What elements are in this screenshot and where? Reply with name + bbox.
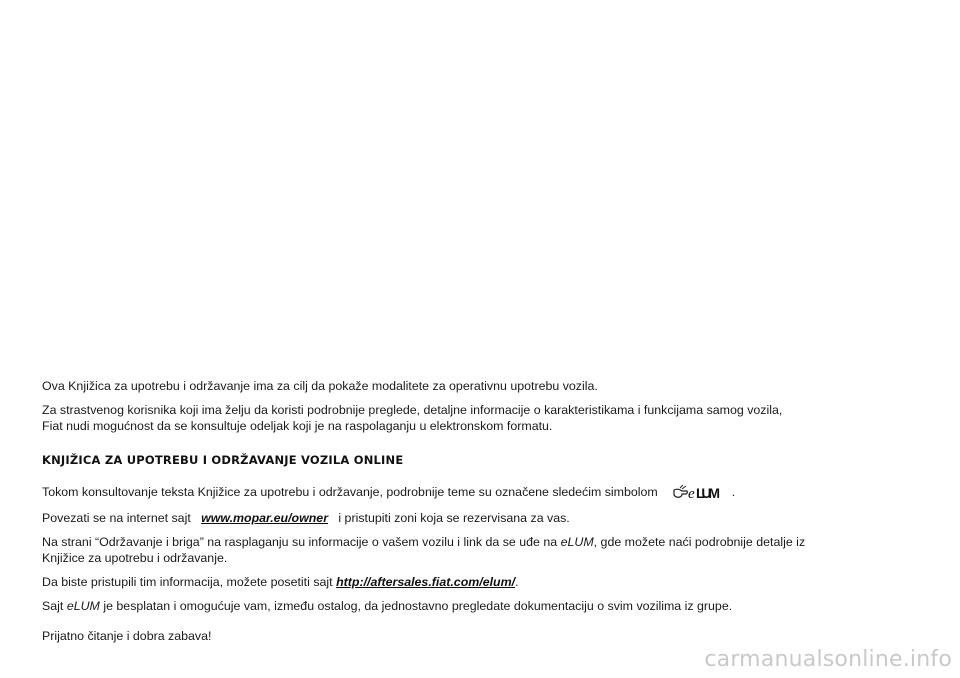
- elum-name: eLUM: [560, 535, 594, 549]
- elum-hand-symbol-icon: [672, 482, 724, 502]
- care-paragraph: [42, 534, 932, 566]
- watermark: carmanualsonline.info: [704, 647, 952, 672]
- symbol-paragraph-text: Tokom konsultovanje teksta Knjižice za upotrebu i održavanje, podrobnije teme su označene sledećim simbolom: [42, 485, 658, 499]
- svg-text:e: e: [687, 486, 695, 502]
- symbol-paragraph: [42, 482, 932, 502]
- intro-paragraph-2-line-1: Za strastvenog korisnika koji ima želju da koristi podrobnije preglede, detaljne informacije o karakteristikama i funkcijama samog vozila,: [42, 403, 783, 417]
- mopar-link-text-before: Povezati se na internet sajt: [42, 511, 191, 525]
- aftersales-text-before: Da biste pristupili tim informacija, možete posetiti sajt: [42, 575, 333, 589]
- aftersales-link-paragraph: [42, 574, 932, 590]
- elum-text-after: je besplatan i omogućuje vam, između ostalog, da jednostavno pregledate dokumentaciju o svim vozilima iz grupe.: [103, 599, 733, 613]
- elum-text-before: Sajt: [42, 599, 64, 613]
- aftersales-elum-link[interactable]: http://aftersales.fiat.com/elum/: [336, 575, 516, 589]
- closing-paragraph: Prijatno čitanje i dobra zabava!: [42, 629, 212, 643]
- mopar-owner-link[interactable]: www.mopar.eu/owner: [201, 511, 329, 525]
- symbol-paragraph-end: .: [731, 485, 736, 499]
- intro-paragraph-2: [42, 402, 932, 434]
- svg-text:LUM: LUM: [695, 485, 720, 501]
- care-text-before: Na strani “Održavanje i briga” na rasplaganju su informacije o vašem vozilu i link da se uđe na: [42, 535, 558, 549]
- care-text-line-2: Knjižice za upotrebu i održavanje.: [42, 551, 228, 565]
- mopar-link-text-after: i pristupiti zoni koja se rezervisana za vas.: [338, 511, 570, 525]
- elum-paragraph: [42, 598, 932, 614]
- aftersales-text-after: .: [515, 575, 519, 589]
- intro-paragraph-2-line-2: Fiat nudi mogućnost da se konsultuje odeljak koji je na raspolaganju u elektronskom formatu.: [42, 419, 553, 433]
- intro-paragraph-1: Ova Knjižica za upotrebu i održavanje ima za cilj da pokaže modalitete za operativnu upotrebu vozila.: [42, 379, 598, 393]
- manual-intro-text: [42, 378, 932, 652]
- section-heading: KNJIŽICA ZA UPOTREBU I ODRŽAVANJE VOZILA ONLINE: [42, 453, 404, 467]
- elum-name-2: eLUM: [66, 599, 100, 613]
- mopar-link-paragraph: [42, 510, 932, 526]
- care-text-after: , gde možete naći podrobnije detalje iz: [593, 535, 806, 549]
